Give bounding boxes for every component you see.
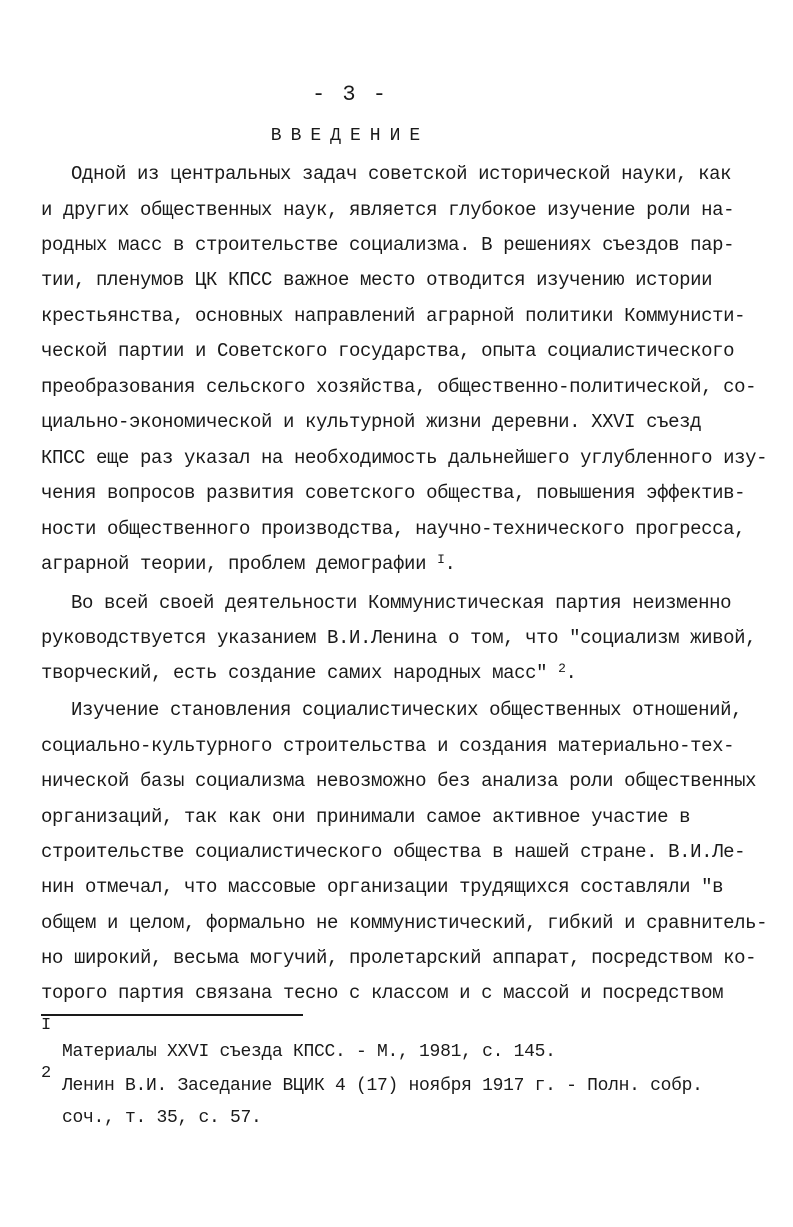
line-text: творческий, есть создание самих народных масс" <box>41 662 548 684</box>
text-line: циально-экономической и культурной жизни деревни. XXVI съезд <box>41 411 702 433</box>
text-line: нин отмечал, что массовые организации трудящихся составляли "в <box>41 876 724 898</box>
line-end: . <box>444 553 456 575</box>
text-line: руководствуется указанием В.И.Ленина о том, что "социализм живой, <box>41 627 757 649</box>
text-line: родных масс в строительстве социализма. В решениях съездов пар- <box>41 234 735 256</box>
footnote-text: соч., т. 35, с. 57. <box>62 1108 262 1128</box>
text-line: Изучение становления социалистических общественных отношений, <box>71 699 743 721</box>
footnote-ref: 2 <box>558 661 566 676</box>
footnote-mark: I <box>41 1016 52 1035</box>
text-line: КПСС еще раз указал на необходимость дальнейшего углубленного изу- <box>41 447 768 469</box>
footnote-ref: I <box>437 552 445 567</box>
text-line <box>41 546 456 582</box>
line-end: . <box>565 662 577 684</box>
footnote-mark: 2 <box>41 1064 52 1083</box>
text-line: тии, пленумов ЦК КПСС важное место отводится изучению истории <box>41 269 713 291</box>
text-line: социально-культурного строительства и создания материально-тех- <box>41 735 735 757</box>
text-line: чения вопросов развития советского общества, повышения эффектив- <box>41 482 746 504</box>
footnote-separator <box>41 1014 303 1016</box>
page-number: - 3 - <box>311 82 388 107</box>
text-line: Во всей своей деятельности Коммунистическая партия неизменно <box>71 592 732 614</box>
text-line: преобразования сельского хозяйства, общественно-политической, со- <box>41 376 757 398</box>
footnote-text: Ленин В.И. Заседание ВЦИК 4 (17) ноября 1917 г. - Полн. собр. <box>62 1076 703 1096</box>
text-line <box>41 655 577 691</box>
text-line: общем и целом, формально не коммунистический, гибкий и сравнитель- <box>41 912 768 934</box>
text-line: но широкий, весьма могучий, пролетарский аппарат, посредством ко- <box>41 947 757 969</box>
line-text: аграрной теории, проблем демографии <box>41 553 427 575</box>
text-line: ности общественного производства, научно-технического прогресса, <box>41 518 746 540</box>
text-line: организаций, так как они принимали самое активное участие в <box>41 806 691 828</box>
section-heading: ВВЕДЕНИЕ <box>270 126 430 146</box>
text-line: строительстве социалистического общества в нашей стране. В.И.Ле- <box>41 841 746 863</box>
text-line: крестьянства, основных направлений аграрной политики Коммунисти- <box>41 305 746 327</box>
text-line: нической базы социализма невозможно без анализа роли общественных <box>41 770 757 792</box>
text-line: торого партия связана тесно с классом и с массой и посредством <box>41 982 724 1004</box>
footnote-text: Материалы XXVI съезда КПСС. - М., 1981, с. 145. <box>62 1042 556 1062</box>
text-line: ческой партии и Советского государства, опыта социалистического <box>41 340 735 362</box>
text-line: Одной из центральных задач советской исторической науки, как <box>71 163 732 185</box>
text-line: и других общественных наук, является глубокое изучение роли на- <box>41 199 735 221</box>
